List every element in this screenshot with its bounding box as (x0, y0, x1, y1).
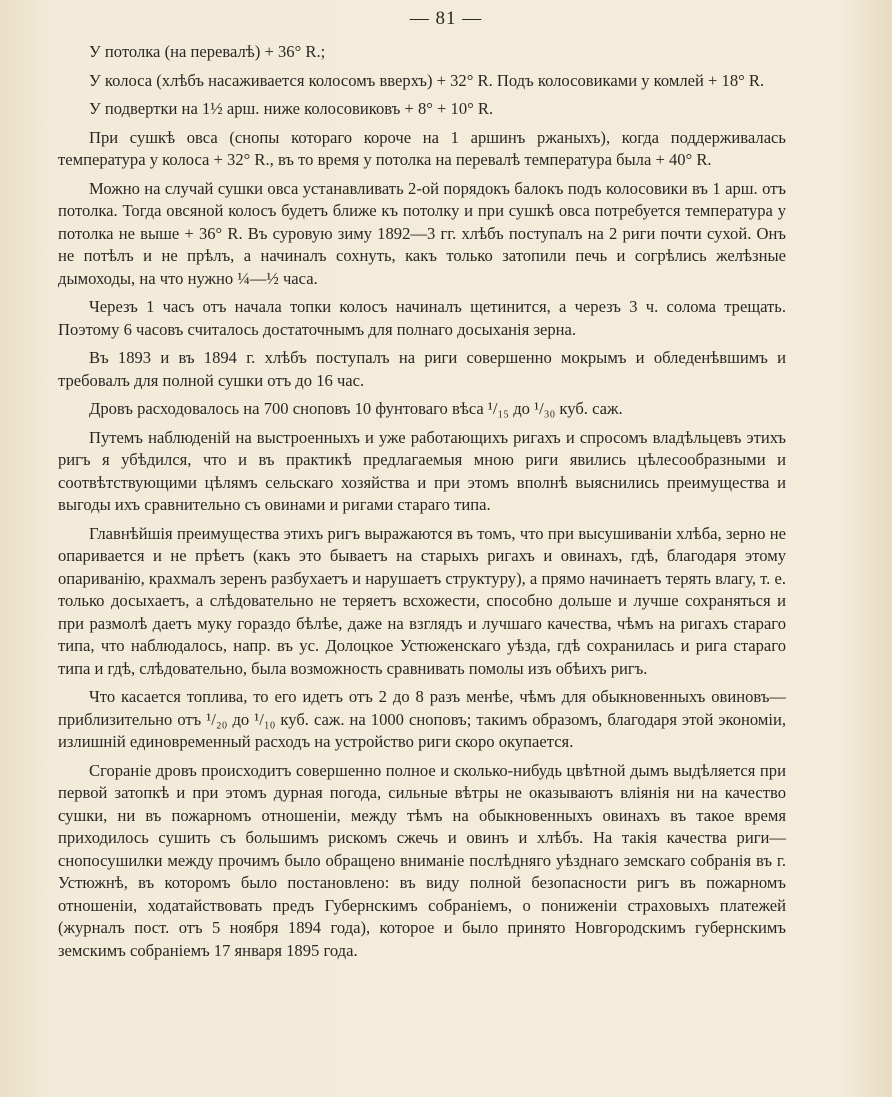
paragraph: У колоса (хлѣбъ насаживается колосомъ вверхъ) + 32° R. Подъ колосовиками у комлей + 18° R. (89, 70, 765, 90)
paragraph: Дровъ расходовалось на 700 сноповъ 10 фунтоваго вѣса ¹/₁₅ до ¹/₃₀ куб. саж. (89, 399, 623, 418)
paragraph: Въ 1893 и въ 1894 г. хлѣбъ поступалъ на риги совершенно мокрымъ и обледенѣвшимъ и требовалъ для полной сушки отъ до 16 час. (58, 348, 786, 390)
paragraph: Главнѣйшія преимущества этихъ ригъ выражаются въ томъ, что при высушиваніи хлѣба, зерно не опаривается и не прѣетъ (какъ это бываетъ на старыхъ ригахъ и овинахъ, гдѣ, благодаря этому опариванію, крахмалъ зеренъ разбухаетъ и нарушаетъ структуру), а прямо начинаетъ терять влагу, т. е. только досыхаетъ, а слѣдовательно не теряетъ всхожести, способно дольше и лучше сохраняться и при размолѣ даетъ муку гораздо бѣлѣе, даже на взглядъ и лучшаго качества, чѣмъ на ригахъ стараго типа, что наблюдалось, напр. въ ус. Долоцкое Устюженскаго уѣзда, гдѣ сохранилась и рига стараго типа и гдѣ, слѣдовательно, была возможность сравнивать помолы изъ обѣихъ ригъ. (58, 523, 786, 678)
paragraph: Можно на случай сушки овса устанавливать 2-ой порядокъ балокъ подъ колосовики въ 1 арш. отъ потолка. Тогда овсяной колосъ будетъ ближе къ потолку и при сушкѣ овса потребуется температура у потолка не выше + 36° R. Въ суровую зиму 1892—3 гг. хлѣбъ поступалъ на 2 риги почти сухой. Онъ не потѣлъ и не прѣлъ, а начиналъ сохнуть, какъ только затопили печь и согрѣлись желѣзные дымоходы, на что нужно ¼—½ часа. (58, 178, 786, 288)
paragraph: Путемъ наблюденій на выстроенныхъ и уже работающихъ ригахъ и спросомъ владѣльцевъ этихъ ригъ я убѣдился, что и въ практикѣ предлагаемыя мною риги явились цѣлесообразными и соотвѣтствующими цѣлямъ сельскаго хозяйства и при этомъ вполнѣ выяснились преимущества и выгоды ихъ сравнительно съ овинами и ригами стараго типа. (58, 427, 786, 514)
page-number: — 81 — (409, 8, 483, 29)
paragraph: У потолка (на перевалѣ) + 36° R.; (89, 42, 326, 61)
paragraph: У подвертки на 1½ арш. ниже колосовиковъ + 8° + 10° R. (89, 99, 494, 118)
paragraph: Что касается топлива, то его идетъ отъ 2 до 8 разъ менѣе, чѣмъ для обыкновенныхъ овиновъ—приблизительно отъ ¹/₂₀ до ¹/₁₀ куб. саж. на 1000 сноповъ; такимъ образомъ, благодаря этой экономіи, излишній единовременный расходъ на устройство риги скоро окупается. (58, 687, 786, 751)
paragraph: При сушкѣ овса (снопы котораго короче на 1 аршинъ ржаныхъ), когда поддерживалась температура у колоса + 32° R., въ то время у потолка на перевалѣ температура была + 40° R. (58, 127, 786, 169)
paragraph: Черезъ 1 часъ отъ начала топки колосъ начиналъ щетинится, а черезъ 3 ч. солома трещать. Поэтому 6 часовъ считалось достаточнымъ для полнаго досыханія зерна. (58, 297, 786, 339)
paragraph: Сгораніе дровъ происходитъ совершенно полное и сколько-нибудь цвѣтной дымъ выдѣляется при первой затопкѣ и при этомъ дурная погода, сильные вѣтры не оказываютъ вліянія ни на качество сушки, ни въ пожарномъ отношеніи, между тѣмъ на обыкновенныхъ овинахъ въ такое время приходилось сушить съ большимъ рискомъ сжечь и овинъ и хлѣбъ. На такія качества риги—снопосушилки между прочимъ было обращено вниманіе послѣдняго уѣзднаго земскаго собранія въ г. Устюжнѣ, въ которомъ было постановлено: въ виду полной безопасности ригъ въ пожарномъ отношеніи, ходатайствовать предъ Губернскимъ собраніемъ, о пониженіи страховыхъ платежей (журналъ пост. отъ 5 ноября 1894 года), которое и было принято Новгородскимъ губернскимъ земскимъ собраніемъ 17 января 1895 года. (58, 760, 786, 960)
body-text (58, 41, 786, 968)
